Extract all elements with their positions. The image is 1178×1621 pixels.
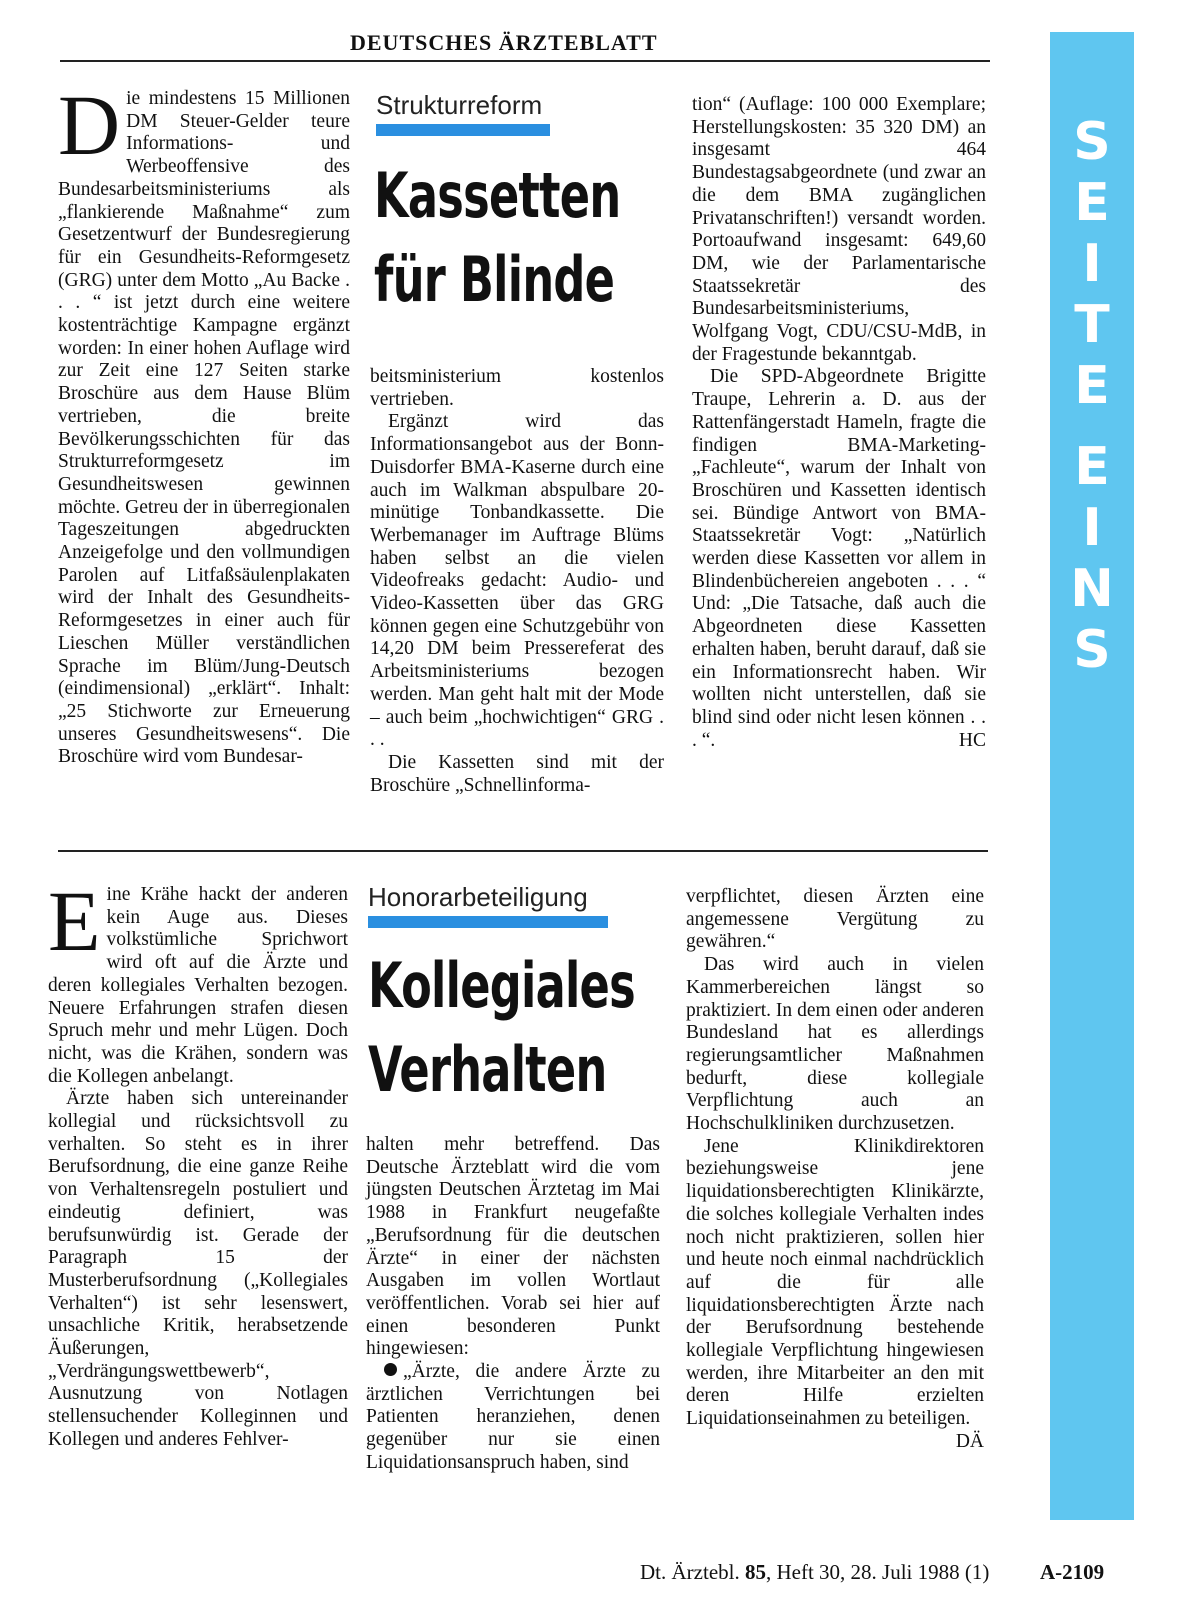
article1-headline <box>374 154 620 322</box>
article2-col2-p2: „Ärzte, die andere Ärzte zu ärztlichen Verrichtungen bei Patienten heranziehen, denen gegenüber nur sie einen Liquidationsanspruch haben, sind <box>366 1361 660 1473</box>
article1-kicker: Strukturreform <box>376 90 543 120</box>
footer-citation <box>640 1560 989 1585</box>
article2-headline <box>368 944 635 1112</box>
article1-col2-p2: Ergänzt wird das Informationsangebot aus der Bonn-Duisdorfer BMA-Kaserne durch eine auch im Walkman abspulbare 20-minütige Tonbandkassette. Die Werbemanager im Auftrage Blüms haben selbst an die vielen Videofreaks gedacht: Audio- und Video-Kassetten über das GRG können gegen eine Schutzgebühr von 14,20 DM beim Pressereferat des Arbeitsministeriums bezogen werden. Man geht halt mit der Mode – auch beim „hochwichtigen“ GRG . . . <box>370 411 664 751</box>
strip-letter: S <box>1073 112 1111 172</box>
article2-col1-p1: ine Krähe hackt der anderen kein Auge aus. Dieses volkstümliche Sprichwort wird oft auf die Ärzte und deren kollegiales Verhalten bezogen. Neuere Erfahrungen strafen diesen Spruch mehr und mehr Lügen. Doch nicht, was die Krähen, sondern was die Kollegen anbelangt. <box>48 884 348 1087</box>
article1-col2-p1: beitsministerium kostenlos vertrieben. <box>370 366 664 410</box>
article1-kicker-bar <box>376 124 550 136</box>
article2-headline-line2: Verhalten <box>368 1033 607 1106</box>
article2-signature: DÄ <box>955 1430 984 1452</box>
article1-dropcap: D <box>58 77 121 173</box>
page-number: A-2109 <box>1040 1560 1105 1584</box>
article2-col2-p1: halten mehr betreffend. Das Deutsche Ärzteblatt wird die vom jüngsten Deutschen Ärztetag im Mai 1988 in Frankfurt neugefaßte „Berufsordnung für die deutschen Ärzte“ in einer der nächsten Ausgaben im vollen Wortlaut veröffentlichen. Vorab sei hier auf einen besonderen Punkt hingewiesen: <box>366 1134 660 1360</box>
side-strip-label <box>1050 112 1134 681</box>
article1-column3 <box>692 94 986 752</box>
footer-issue: , Heft 30, 28. Juli 1988 (1) <box>765 1560 990 1584</box>
article1-column2 <box>370 366 664 797</box>
strip-letter: E <box>1074 356 1110 416</box>
article2-headline-line1: Kollegiales <box>368 949 635 1022</box>
article1-headline-line1: Kassetten <box>374 159 621 232</box>
footer-prefix: Dt. Ärztebl. <box>640 1560 740 1584</box>
article2-col3-p3: Jene Klinikdirektoren beziehungsweise jene liquidationsberechtigten Klinikärzte, die solches kollegiale Verhalten indes noch nicht praktizieren, sollen hier und heute noch einmal nachdrücklich auf die für alle liquidationsberechtigten Ärzte nach der Berufsordnung bestehende kollegiale Verpflichtung hingewiesen werden, ihre Mitarbeiter an den mit deren Hilfe erzielten Liquidationseinahmen zu beteiligen. <box>686 1135 984 1430</box>
article-divider <box>58 850 988 852</box>
strip-letter: S <box>1073 620 1111 680</box>
bullet-icon <box>384 1363 397 1376</box>
strip-letter: I <box>1082 498 1102 558</box>
article1-signature: HC <box>958 729 986 751</box>
strip-letter: E <box>1074 173 1110 233</box>
article1-col3-p2: Die SPD-Abgeordnete Brigitte Traupe, Lehrerin a. D. aus der Rattenfängerstadt Hameln, fragte die findigen BMA-Marketing-„Fachleute“, warum der Inhalt von Broschüren und Kassetten identisch sei. Bündige Antwort von BMA-Staatssekretär Vogt: „Natürlich werden diese Kassetten vor allem in Blindenbüchereien angeboten . . . “ Und: „Die Tatsache, daß auch die Abgeordneten diese Kassetten erhalten haben, beruht darauf, daß sie ein Informationsrecht haben. Wir wollten nicht unterstellen, daß sie blind sind oder nicht lesen können . . . “. <box>692 366 986 751</box>
article2-kicker-bar <box>368 916 608 928</box>
article2-dropcap: E <box>48 873 101 969</box>
header-rule <box>60 60 990 62</box>
article1-column1 <box>58 77 350 828</box>
footer-volume: 85 <box>744 1560 766 1584</box>
article2-col3-p1: verpflichtet, diesen Ärzten eine angemessene Vergütung zu gewähren.“ <box>686 886 984 953</box>
strip-letter: E <box>1074 437 1110 497</box>
article2-kicker: Honorarbeteiligung <box>368 882 588 912</box>
article1-col2-p3: Die Kassetten sind mit der Broschüre „Schnellinforma- <box>370 751 664 796</box>
article2-col3-p2: Das wird auch in vielen Kammerbereichen längst so praktiziert. In dem einen oder anderen Bundesland hat es allerdings regierungsamtlicher Maßnahmen bedurft, diese kollegiale Verpflichtung auch an Hochschulkliniken durchzusetzen. <box>686 954 984 1135</box>
article1-col1-text: ie mindestens 15 Millionen DM Steuer-Gelder teure Informations- und Werbeoffensive des Bundesarbeitsministeriums als „flankierende Maßnahme“ zum Gesetzentwurf der Bundesregierung für ein Gesundheits-Reformgesetz (GRG) unter dem Motto „Au Backe . . . “ ist jetzt durch eine weitere kostenträchtige Kampagne ergänzt worden: In einer hohen Auflage wird zur Zeit eine 127 Seiten starke Broschüre aus dem Hause Blüm vertrieben, die breite Bevölkerungsschichten für das Strukturreformgesetz im Gesundheitswesen gewinnen möchte. Getreu der in überregionalen Tageszeitungen abgedruckten Anzeigefolge und den vollmundigen Parolen auf Litfaßsäulenplakaten wird der Inhalt des Gesundheits-Reformgesetzes in einer auch für Lieschen Müller verständlichen Sprache im Blüm/Jung-Deutsch (eindimensional) „erklärt“. Inhalt: „25 Stichworte zur Erneuerung unseres Gesundheitswesens“. Die Broschüre wird vom Bundesar- <box>58 88 350 768</box>
article2-column2 <box>366 1134 660 1475</box>
strip-letter: I <box>1082 234 1102 294</box>
strip-letter: T <box>1074 295 1110 355</box>
article1-headline-line2: für Blinde <box>374 243 615 316</box>
publication-header: DEUTSCHES ÄRZTEBLATT <box>350 30 658 55</box>
article2-col1-p2: Ärzte haben sich untereinander kollegial und rücksichtsvoll zu verhalten. So steht es in ihrer Berufsordnung, die eine ganze Reihe von Verhaltensregeln postuliert und eindeutig definiert, was berufsunwürdig ist. Gerade der Paragraph 15 der Musterberufsordnung („Kollegiales Verhalten“) ist sehr lesenswert, unsachliche Kritik, herabsetzende Äußerungen, „Verdrängungswettbewerb“, Ausnutzung von Notlagen stellensuchender Kolleginnen und Kollegen und anderes Fehlver- <box>48 1088 348 1450</box>
section-side-strip <box>1050 32 1134 1520</box>
article2-column3 <box>686 886 984 1454</box>
article2-column1 <box>48 873 348 1452</box>
article1-col3-p1: tion“ (Auflage: 100 000 Exemplare; Herstellungskosten: 35 320 DM) an insgesamt 464 Bundestagsabgeordnete (und zwar an die dem BMA zugänglichen Privatanschriften!) versandt worden. Portoaufwand insgesamt: 649,60 DM, wie der Parlamentarische Staatssekretär des Bundesarbeitsministeriums, Wolfgang Vogt, CDU/CSU-MdB, in der Fragestunde bekanntgab. <box>692 94 986 365</box>
strip-letter: N <box>1070 559 1114 619</box>
